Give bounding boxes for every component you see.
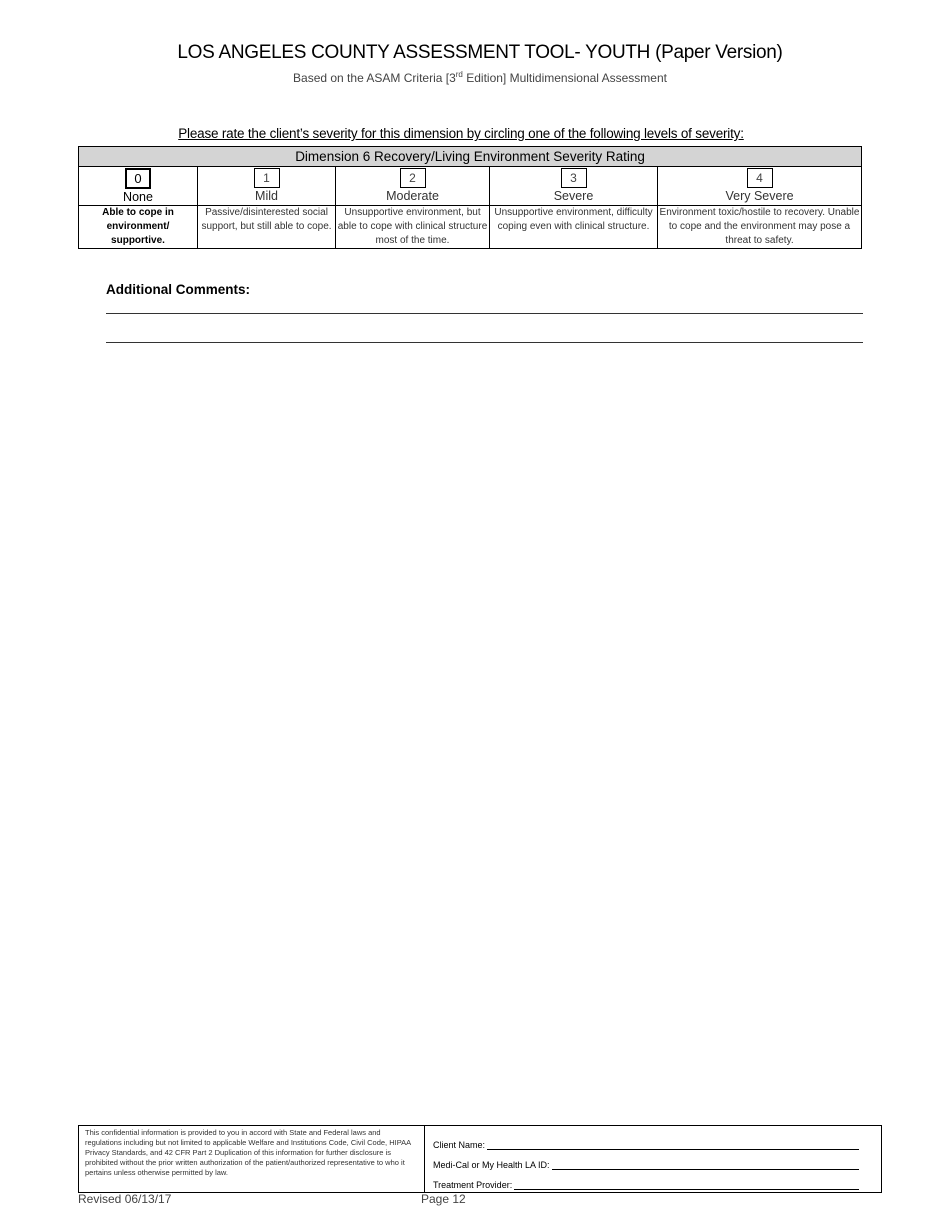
severity-level-3[interactable] (490, 167, 658, 206)
page-title: LOS ANGELES COUNTY ASSESSMENT TOOL- YOUTH (Paper Version) (177, 42, 783, 63)
subtitle-superscript: rd (455, 70, 463, 79)
medi-cal-id-label: Medi-Cal or My Health LA ID: (433, 1160, 550, 1170)
page-number: Page 12 (421, 1192, 466, 1206)
client-name-field[interactable] (433, 1130, 873, 1150)
level-label: Severe (553, 189, 594, 203)
level-description: Unsupportive environment, but able to cope with clinical structure most of the time. (336, 206, 490, 249)
page-subtitle (0, 70, 950, 85)
severity-level-2[interactable] (336, 167, 490, 206)
level-description: Passive/disinterested social support, but still able to cope. (198, 206, 336, 249)
revision-date: Revised 06/13/17 (78, 1192, 172, 1206)
treatment-provider-field[interactable] (433, 1170, 873, 1190)
severity-level-0[interactable] (79, 167, 198, 206)
rating-instruction: Please rate the client’s severity for this dimension by circling one of the following levels of severity: (178, 126, 744, 141)
severity-level-4[interactable] (658, 167, 862, 206)
comment-line-2[interactable] (106, 342, 863, 343)
footer-box (78, 1125, 882, 1193)
treatment-provider-label: Treatment Provider: (433, 1180, 513, 1190)
comment-line-1[interactable] (106, 313, 863, 314)
client-name-input[interactable] (487, 1137, 859, 1150)
level-description: Unsupportive environment, difficulty coping even with clinical structure. (490, 206, 658, 249)
level-number-box[interactable]: 2 (400, 168, 426, 188)
dimension-heading: Dimension 6 Recovery/Living Environment Severity Rating (79, 147, 862, 167)
level-number-box[interactable]: 4 (747, 168, 773, 188)
level-number-box[interactable]: 0 (125, 168, 151, 189)
level-label: None (123, 190, 153, 204)
level-number-box[interactable]: 3 (561, 168, 587, 188)
additional-comments-label: Additional Comments: (106, 282, 250, 297)
subtitle-text: Based on the ASAM Criteria [3 (293, 71, 456, 85)
medi-cal-id-input[interactable] (552, 1157, 859, 1170)
confidentiality-notice: This confidential information is provided to you in accord with State and Federal laws and regulations including but not limited to applicable Welfare and Institutions Code, Civil Code, HIPAA Privacy Standards, and 42 CFR Part 2 Duplication of this information for further disclosure is prohibited without the prior written authorization of the patient/authorized representative to who it pertains unless otherwise permitted by law. (79, 1126, 425, 1192)
level-description: Environment toxic/hostile to recovery. Unable to cope and the environment may pose a threat to safety. (658, 206, 862, 249)
level-description: Able to cope in environment/ supportive. (79, 206, 198, 249)
client-name-label: Client Name: (433, 1140, 486, 1150)
treatment-provider-input[interactable] (514, 1177, 859, 1190)
client-info-fields (425, 1126, 881, 1192)
level-label: Mild (255, 189, 278, 203)
subtitle-text-end: Edition] Multidimensional Assessment (462, 71, 667, 85)
severity-rating-table (78, 146, 862, 249)
medi-cal-id-field[interactable] (433, 1150, 873, 1170)
severity-level-1[interactable] (198, 167, 336, 206)
level-number-box[interactable]: 1 (254, 168, 280, 188)
level-label: Very Severe (725, 189, 794, 203)
level-label: Moderate (386, 189, 439, 203)
